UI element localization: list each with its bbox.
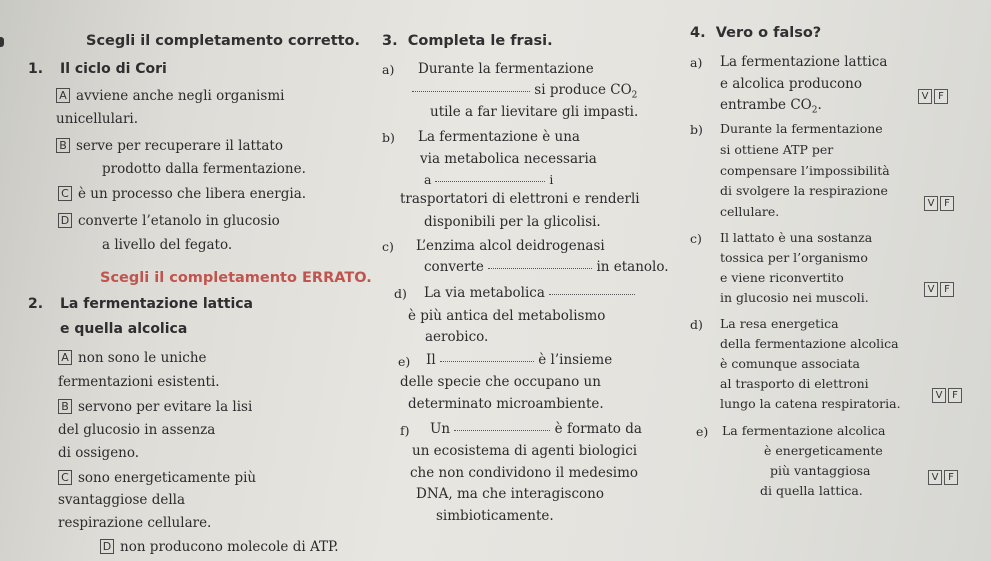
q3b-blank-input[interactable]: [435, 181, 545, 182]
q3-number: 3.: [382, 33, 398, 49]
q2-option-d[interactable]: [100, 539, 339, 555]
q4c-label: c): [690, 231, 702, 246]
q3f-line5: simbioticamente.: [436, 508, 554, 524]
q3f-label: f): [400, 423, 410, 438]
q3b-line2: via metabolica necessaria: [420, 151, 597, 167]
colA-title: Scegli il completamento corretto.: [86, 33, 361, 49]
q3e-blank-input[interactable]: [440, 361, 534, 362]
q2-number: 2.: [28, 296, 44, 312]
true-box[interactable]: V: [932, 388, 946, 403]
q4e-label: e): [696, 424, 709, 439]
option-letter: A: [56, 88, 70, 103]
q4e-true-false: [928, 470, 958, 485]
q4d-label: d): [690, 317, 703, 332]
q1-title: Il ciclo di Cori: [60, 61, 167, 77]
q4b-true-false: [924, 196, 954, 211]
q1-option-a[interactable]: [56, 88, 284, 104]
q3b-label: b): [382, 130, 395, 145]
q1-option-b[interactable]: [56, 138, 283, 154]
q3f-blank-input[interactable]: [454, 430, 550, 431]
q4c-line: e viene riconvertito: [720, 270, 844, 285]
q4d-line: è comunque associata: [720, 356, 861, 371]
q3f-line3: che non condividono il medesimo: [410, 465, 639, 481]
q3b-line5: disponibili per la glicolisi.: [424, 214, 601, 230]
option-letter: D: [100, 539, 114, 554]
q2-title-line1: La fermentazione lattica: [60, 296, 253, 312]
option-text: non sono le uniche: [78, 350, 207, 366]
option-letter: B: [58, 399, 72, 414]
option-text: del glucosio in assenza: [58, 422, 216, 438]
q4e-line: è energeticamente: [764, 443, 883, 458]
false-box[interactable]: F: [940, 196, 954, 211]
q4c-line: tossica per l’organismo: [720, 250, 868, 265]
option-text: unicellulari.: [56, 111, 139, 127]
q3a-line2: si produce $CO_2$: [412, 82, 637, 101]
q3a-line3: utile a far lievitare gli impasti.: [430, 104, 639, 120]
option-text: respirazione cellulare.: [58, 515, 212, 531]
colA-title-2: Scegli il completamento ERRATO.: [100, 270, 372, 286]
q3d-line1: La via metabolica: [424, 285, 635, 301]
q4e-line: più vantaggiosa: [770, 463, 871, 478]
q4d-line: lungo la catena respiratoria.: [720, 396, 901, 411]
option-text: non producono molecole di ATP.: [120, 539, 339, 555]
q3d-line2: è più antica del metabolismo: [408, 308, 606, 324]
q4a-line3: entrambe $CO_2$.: [720, 97, 822, 116]
q4c-true-false: [924, 282, 954, 297]
q4b-line: compensare l’impossibilità: [720, 163, 890, 178]
q3b-line4: trasportatori di elettroni e renderli: [400, 191, 640, 207]
false-box[interactable]: F: [948, 388, 962, 403]
q3c-label: c): [382, 239, 394, 254]
true-box[interactable]: V: [924, 196, 938, 211]
option-letter: A: [58, 350, 72, 365]
q3f-line1: Un è formato da: [430, 421, 642, 437]
q1-number: 1.: [28, 61, 44, 77]
q4-header: [690, 25, 821, 41]
q4c-line: Il lattato è una sostanza: [720, 230, 873, 245]
q4a-label: a): [690, 55, 703, 70]
q1-option-c[interactable]: [58, 186, 306, 202]
q4d-line: al trasporto di elettroni: [720, 376, 869, 391]
option-text: converte l’etanolo in glucosio: [78, 213, 280, 229]
q3a-label: a): [382, 62, 395, 77]
q3d-label: d): [394, 286, 407, 301]
option-text: prodotto dalla fermentazione.: [102, 161, 306, 177]
q4e-line: di quella lattica.: [760, 483, 863, 498]
q2-option-a[interactable]: [58, 350, 207, 366]
q3b-line1: La fermentazione è una: [418, 129, 580, 145]
true-box[interactable]: V: [928, 470, 942, 485]
q4b-line: cellulare.: [720, 204, 780, 219]
q3f-line4: DNA, ma che interagiscono: [416, 486, 604, 502]
option-text: è un processo che libera energia.: [78, 186, 307, 202]
q4b-label: b): [690, 122, 703, 137]
option-text: servono per evitare la lisi: [78, 399, 253, 415]
q3-header: [382, 33, 553, 49]
true-box[interactable]: V: [918, 89, 932, 104]
option-letter: C: [58, 186, 72, 201]
option-text: serve per recuperare il lattato: [76, 138, 283, 154]
q3d-line3: aerobico.: [425, 329, 489, 345]
q4c-line: in glucosio nei muscoli.: [720, 290, 869, 305]
false-box[interactable]: F: [944, 470, 958, 485]
q1-option-d[interactable]: [58, 213, 280, 229]
q4a-true-false: [918, 89, 948, 104]
q3e-label: e): [398, 354, 411, 369]
option-letter: C: [58, 470, 72, 485]
q4b-line: di svolgere la respirazione: [720, 183, 888, 198]
q2-option-c[interactable]: [58, 470, 256, 486]
option-text: sono energeticamente più: [78, 470, 257, 486]
option-text: avviene anche negli organismi: [76, 88, 285, 104]
q4-number: 4.: [690, 25, 706, 41]
q4d-true-false: [932, 388, 962, 403]
q3c-line1: L’enzima alcol deidrogenasi: [416, 238, 605, 254]
q3c-blank-input[interactable]: [488, 268, 592, 269]
q3f-line2: un ecosistema di agenti biologici: [412, 443, 638, 459]
false-box[interactable]: F: [940, 282, 954, 297]
q3b-line3: a i: [424, 172, 554, 187]
q3c-line2: converte in etanolo.: [424, 259, 669, 275]
option-letter: D: [58, 213, 72, 228]
q4a-line1: La fermentazione lattica: [720, 54, 888, 70]
page-edge-mark: [0, 37, 4, 47]
option-letter: B: [56, 138, 70, 153]
q4b-line: Durante la fermentazione: [720, 121, 883, 136]
option-text: svantaggiose della: [58, 492, 186, 508]
q4d-line: della fermentazione alcolica: [720, 336, 899, 351]
q3e-line1: Il è l’insieme: [426, 352, 613, 368]
q4e-line: La fermentazione alcolica: [722, 423, 886, 438]
q4a-line2: e alcolica producono: [720, 76, 862, 92]
q3a-blank-input[interactable]: [412, 91, 530, 92]
q4b-line: si ottiene ATP per: [720, 142, 834, 157]
q3d-blank-input[interactable]: [549, 294, 635, 295]
q3a-line1: Durante la fermentazione: [418, 61, 594, 77]
q2-title-line2: e quella alcolica: [60, 321, 188, 337]
false-box[interactable]: F: [934, 89, 948, 104]
option-text: fermentazioni esistenti.: [58, 374, 220, 390]
option-text: a livello del fegato.: [102, 237, 233, 253]
q4d-line: La resa energetica: [720, 316, 839, 331]
true-box[interactable]: V: [924, 282, 938, 297]
q2-option-b[interactable]: [58, 399, 252, 415]
q3e-line2: delle specie che occupano un: [400, 374, 601, 390]
option-text: di ossigeno.: [58, 445, 140, 461]
q3e-line3: determinato microambiente.: [408, 396, 604, 412]
q4-title: Vero o falso?: [715, 25, 822, 41]
q3-title: Completa le frasi.: [407, 33, 553, 49]
